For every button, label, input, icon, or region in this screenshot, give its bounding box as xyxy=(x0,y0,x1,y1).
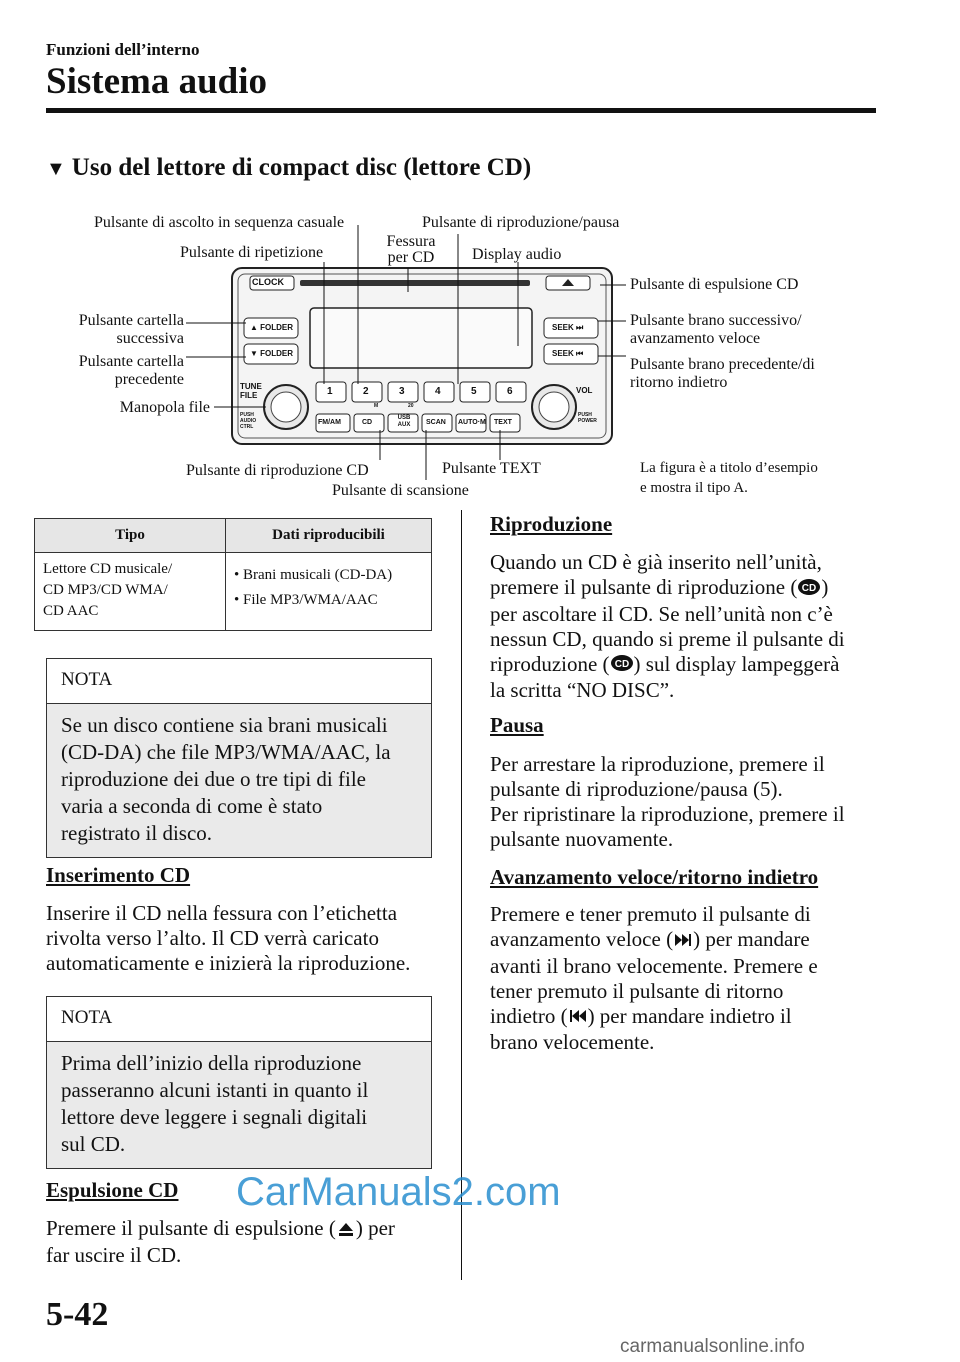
device-seek-up-label: SEEK ⏭ xyxy=(552,323,584,332)
callout-slot-2: per CD xyxy=(387,249,435,266)
device-autom-label: AUTO·M xyxy=(458,419,486,426)
svg-text:CD: CD xyxy=(802,582,817,594)
device-preset-4: 4 xyxy=(435,386,441,397)
insert-text: Inserire il CD nella fessura con l’etichetta rivolta verso l’alto. Il CD verrà caricato automaticamente e inizierà la riproduzione. xyxy=(46,901,411,975)
cd-icon xyxy=(797,577,821,602)
device-folder-down-label: ▼ FOLDER xyxy=(250,349,294,358)
callout-play-pause: Pulsante di riproduzione/pausa xyxy=(422,214,620,231)
page-number: 5-42 xyxy=(46,1296,109,1333)
device-push-audio-label: PUSH AUDIO CTRL xyxy=(240,412,257,430)
eject-icon xyxy=(336,1218,356,1243)
cd-icon xyxy=(610,653,634,678)
device-push-power-label: PUSH POWER xyxy=(578,412,597,424)
callout-folder-prev-2: precedente xyxy=(114,371,184,388)
note-title: NOTA xyxy=(47,997,431,1042)
device-tune-label: TUNE xyxy=(240,382,262,391)
device-file-label: FILE xyxy=(240,391,258,400)
fast-forward-icon xyxy=(673,929,693,954)
watermark-carmanualsonline: carmanualsonline.info xyxy=(620,1336,805,1357)
note-title: NOTA xyxy=(47,659,431,704)
note-body: Se un disco contiene sia brani musicali (CD-DA) che file MP3/WMA/AAC, la riproduzione dei due o tre tipi di file varia a seconda di come è stato registrato il disco. xyxy=(47,704,431,857)
table-header-type: Tipo xyxy=(35,519,226,553)
play-text: Quando un CD è già inserito nell’unità, premere il pulsante di riproduzione ( CD ) per ascoltare il CD. Se nell’unità non c’è nessun CD, quando si preme il pulsante di riproduzione ( CD ) sul display lampeggerà la scritta “NO DISC”. xyxy=(490,550,845,703)
device-vol-label: VOL xyxy=(576,386,593,395)
device-preset-2: 2 xyxy=(363,386,369,397)
device-cd-label: CD xyxy=(362,419,373,426)
svg-text:CD: CD xyxy=(614,659,629,671)
callout-track-prev-2: ritorno indietro xyxy=(630,374,728,391)
callout-file-knob: Manopola file xyxy=(119,399,210,416)
device-scan-label: SCAN xyxy=(426,419,446,426)
callout-scan: Pulsante di scansione xyxy=(332,482,469,499)
column-divider xyxy=(461,510,462,1280)
note-box-1 xyxy=(46,658,432,858)
device-preset-1: 1 xyxy=(327,386,333,397)
chapter-title: Sistema audio xyxy=(46,61,268,102)
callout-eject: Pulsante di espulsione CD xyxy=(630,276,799,293)
table-cell-type: Lettore CD musicale/ CD MP3/CD WMA/ CD AAC xyxy=(35,553,226,631)
callout-slot-1: Fessura xyxy=(386,233,436,250)
callout-display: Display audio xyxy=(472,246,562,263)
rewind-icon xyxy=(568,1005,588,1030)
callout-track-next-1: Pulsante brano successivo/ xyxy=(630,312,802,329)
callout-folder-prev-1: Pulsante cartella xyxy=(78,353,184,370)
subheading-play: Riproduzione xyxy=(490,512,613,536)
device-clock-label: CLOCK xyxy=(252,277,284,287)
ff-rew-text: Premere e tener premuto il pulsante di avanzamento veloce ( ) per mandare avanti il brano velocemente. Premere e tener premuto il pulsante di ritorno indietro ( ) per mandare indietro il brano velocemente. xyxy=(490,902,818,1055)
pause-text: Per arrestare la riproduzione, premere il pulsante di riproduzione/pausa (5). Per ripristinare la riproduzione, premere il pulsante nuovamente. xyxy=(490,752,845,851)
callout-cd-play: Pulsante di riproduzione CD xyxy=(186,462,369,479)
callout-folder-next-2: successiva xyxy=(116,330,184,347)
device-folder-up-label: ▲ FOLDER xyxy=(250,323,294,332)
eject-text: Premere il pulsante di espulsione ( ) per far uscire il CD. xyxy=(46,1216,395,1267)
callout-repeat: Pulsante di ripetizione xyxy=(180,244,324,261)
subheading-pause: Pausa xyxy=(490,713,544,737)
callout-track-prev-1: Pulsante brano precedente/di xyxy=(630,356,815,373)
table-header-data: Dati riproducibili xyxy=(226,519,432,553)
device-seek-down-label: SEEK ⏮ xyxy=(552,349,584,358)
subheading-insert: Inserimento CD xyxy=(46,863,191,887)
figure-note-2: e mostra il tipo A. xyxy=(640,480,748,496)
callout-track-next-2: avanzamento veloce xyxy=(630,330,761,347)
section-title: Funzioni dell’interno xyxy=(46,40,200,59)
device-fmam-label: FM/AM xyxy=(318,419,341,426)
triangle-bullet-icon: ▼ xyxy=(46,158,66,180)
device-text-label: TEXT xyxy=(494,419,512,426)
note-box-2 xyxy=(46,996,432,1169)
callout-folder-next-1: Pulsante cartella xyxy=(78,312,184,329)
table-cell-data: • Brani musicali (CD-DA) • File MP3/WMA/AAC xyxy=(226,553,432,631)
note-body: Prima dell’inizio della riproduzione passeranno alcuni istanti in quanto il lettore deve leggere i segnali digitali sul CD. xyxy=(47,1042,431,1168)
device-preset-sub-3: 20 xyxy=(408,403,414,409)
subheading-ff-rew: Avanzamento veloce/ritorno indietro xyxy=(490,865,819,889)
playable-data-table xyxy=(34,518,432,631)
figure-note-1: La figura è a titolo d’esempio xyxy=(640,460,818,476)
watermark-carmanuals2: CarManuals2.com xyxy=(236,1170,561,1214)
callout-shuffle: Pulsante di ascolto in sequenza casuale xyxy=(94,214,345,231)
device-preset-5: 5 xyxy=(471,386,477,397)
page-heading: ▼ Uso del lettore di compact disc (lettore CD) xyxy=(46,154,532,181)
device-preset-3: 3 xyxy=(399,386,405,397)
callout-text: Pulsante TEXT xyxy=(442,460,541,477)
device-usb-aux-label: USB AUX xyxy=(397,415,411,428)
subheading-eject: Espulsione CD xyxy=(46,1178,179,1202)
device-preset-sub-2: M xyxy=(374,403,379,409)
device-preset-6: 6 xyxy=(507,386,513,397)
